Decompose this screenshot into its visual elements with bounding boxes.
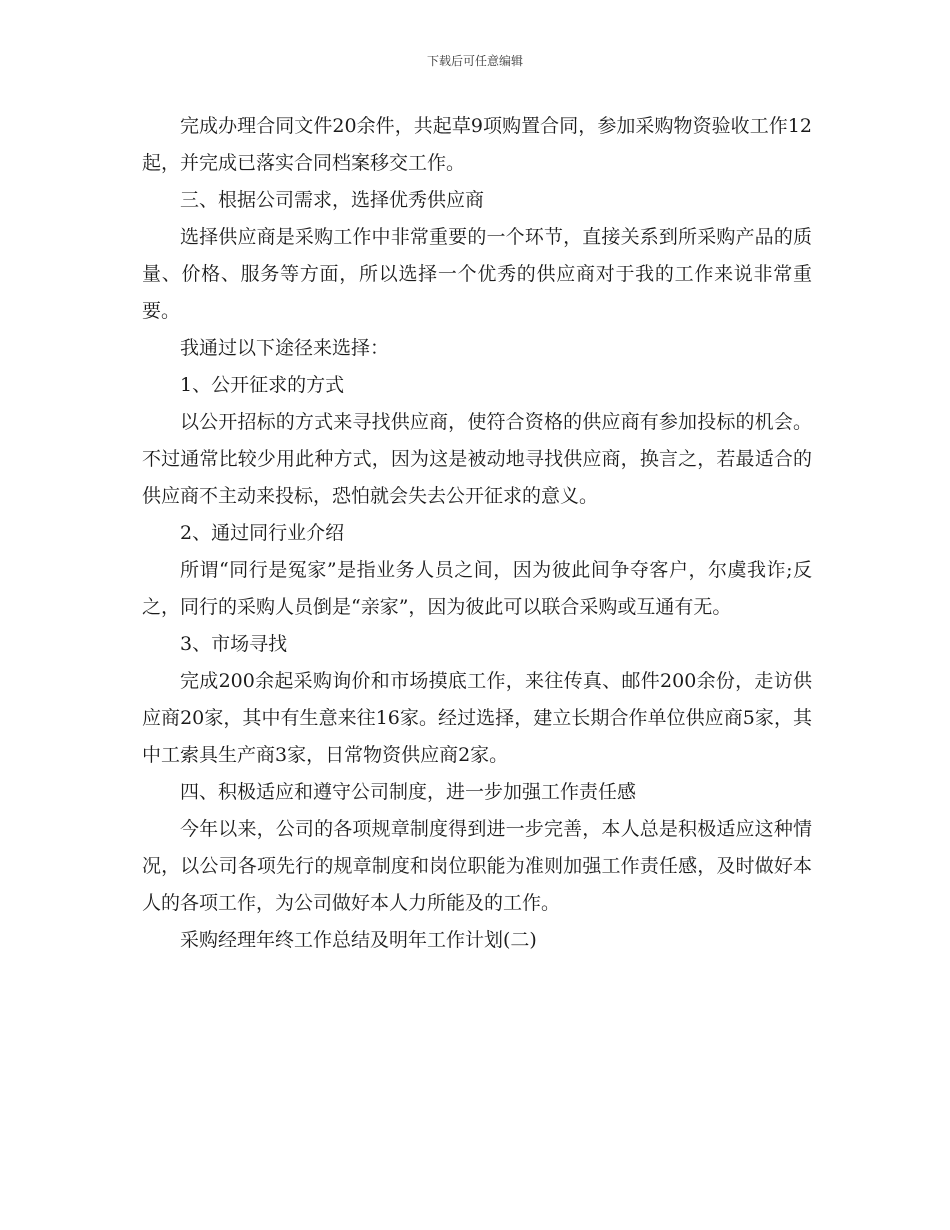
paragraph-public-solicitation: 以公开招标的方式来寻找供应商，使符合资格的供应商有参加投标的机会。不过通常比较少用此种方式，因为这是被动地寻找供应商，换言之，若最适合的供应商不主动来投标，恐怕就会失去公开征求的意义。 <box>142 411 812 507</box>
paragraph-market-search: 完成200余起采购询价和市场摸底工作，来往传真、邮件200余份，走访供应商20家，其中有生意来往16家。经过选择，建立长期合作单位供应商5家，其中工索具生产商3家，日常物资供应商2家。 <box>142 670 812 766</box>
subheading-market-search: 3、市场寻找 <box>180 633 288 655</box>
section-heading-3: 三、根据公司需求，选择优秀供应商 <box>180 189 485 211</box>
subheading-peer-referral: 2、通过同行业介绍 <box>180 522 345 544</box>
paragraph-methods-intro: 我通过以下途径来选择： <box>180 337 390 359</box>
paragraph-company-rules: 今年以来，公司的各项规章制度得到进一步完善，本人总是积极适应这种情况，以公司各项先行的规章制度和岗位职能为准则加强工作责任感，及时做好本人的各项工作，为公司做好本人力所能及的工作。 <box>142 818 812 914</box>
subheading-public-solicitation: 1、公开征求的方式 <box>180 374 345 396</box>
document-body <box>142 108 812 959</box>
paragraph-contracts: 完成办理合同文件20余件，共起草9项购置合同，参加采购物资验收工作12起，并完成已落实合同档案移交工作。 <box>142 115 812 174</box>
document-title-part-2: 采购经理年终工作总结及明年工作计划(二) <box>180 929 537 951</box>
paragraph-supplier-selection: 选择供应商是采购工作中非常重要的一个环节，直接关系到所采购产品的质量、价格、服务等方面，所以选择一个优秀的供应商对于我的工作来说非常重要。 <box>142 226 812 322</box>
section-heading-4: 四、积极适应和遵守公司制度，进一步加强工作责任感 <box>180 781 637 803</box>
page-header-note: 下载后可任意编辑 <box>426 54 523 68</box>
paragraph-peer-referral: 所谓“同行是冤家”是指业务人员之间，因为彼此间争夺客户，尔虞我诈;反之，同行的采购人员倒是“亲家”，因为彼此可以联合采购或互通有无。 <box>142 559 812 618</box>
